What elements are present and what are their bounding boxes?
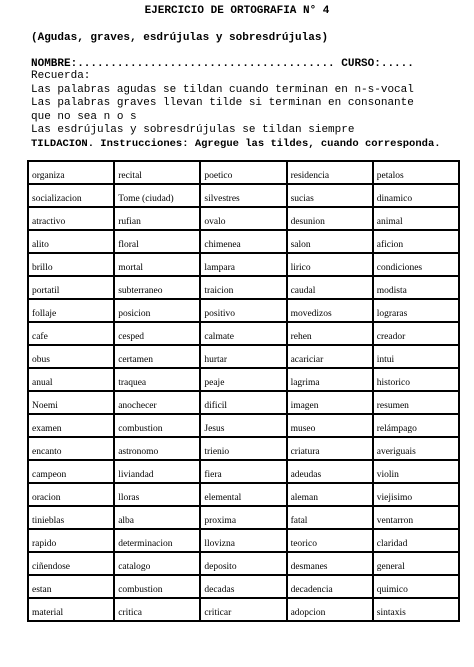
word-text: encanto — [32, 447, 62, 457]
word-text: aleman — [290, 493, 318, 503]
word-text: animal — [376, 217, 403, 227]
word-cell — [373, 506, 459, 529]
word-cell — [287, 184, 373, 207]
word-cell — [373, 552, 459, 575]
word-cell — [200, 598, 286, 621]
word-text: ovalo — [204, 217, 226, 227]
word-cell — [114, 161, 200, 184]
word-text: anochecer — [118, 401, 157, 411]
word-cell — [200, 414, 286, 437]
table-row — [28, 529, 459, 552]
word-text: petalos — [376, 171, 404, 181]
word-cell — [200, 529, 286, 552]
word-text: cafe — [32, 332, 48, 342]
word-text: creador — [376, 332, 406, 342]
word-cell — [114, 529, 200, 552]
word-text: modista — [376, 286, 407, 296]
word-cell — [200, 184, 286, 207]
word-cell — [28, 575, 114, 598]
word-cell — [373, 184, 459, 207]
word-cell — [373, 276, 459, 299]
word-cell — [373, 345, 459, 368]
word-text: examen — [32, 424, 62, 434]
word-text: averiguais — [376, 447, 416, 457]
word-text: condiciones — [376, 263, 423, 273]
word-text: rehen — [290, 332, 312, 342]
word-cell — [287, 391, 373, 414]
word-cell — [28, 184, 114, 207]
word-cell — [114, 506, 200, 529]
table-row — [28, 345, 459, 368]
word-cell — [373, 460, 459, 483]
word-text: adeudas — [290, 470, 322, 480]
word-cell — [373, 598, 459, 621]
word-cell — [200, 552, 286, 575]
subtitle: (Agudas, graves, esdrújulas y sobresdrújulas) — [31, 32, 329, 44]
word-cell — [287, 598, 373, 621]
word-text: tinieblas — [32, 516, 65, 526]
word-cell — [114, 437, 200, 460]
word-cell — [287, 529, 373, 552]
word-cell — [287, 322, 373, 345]
word-text: viejisimo — [376, 493, 413, 503]
rule-line: Las esdrújulas y sobresdrújulas se tildan siempre — [31, 124, 355, 136]
word-text: estan — [32, 585, 52, 595]
word-cell — [287, 207, 373, 230]
table-row — [28, 437, 459, 460]
word-text: museo — [290, 424, 316, 434]
word-cell — [200, 437, 286, 460]
word-text: liviandad — [118, 470, 154, 480]
word-cell — [200, 506, 286, 529]
word-text: posicion — [118, 309, 151, 319]
word-cell — [114, 230, 200, 253]
word-text: follaje — [32, 309, 57, 319]
word-text: resumen — [376, 401, 409, 411]
word-text: mortal — [118, 263, 143, 273]
word-text: traicion — [204, 286, 234, 296]
word-text: material — [32, 608, 64, 618]
word-cell — [287, 437, 373, 460]
word-text: teorico — [290, 539, 317, 549]
word-text: hurtar — [204, 355, 228, 365]
word-text: certamen — [118, 355, 153, 365]
word-text: ciñendose — [32, 562, 70, 572]
word-text: llovizna — [204, 539, 235, 549]
word-cell — [28, 276, 114, 299]
word-text: anual — [32, 378, 53, 388]
word-cell — [373, 207, 459, 230]
word-text: imagen — [290, 401, 319, 411]
rule-line: Las palabras agudas se tildan cuando terminan en n-s-vocal — [31, 83, 414, 96]
word-cell — [200, 368, 286, 391]
table-row — [28, 276, 459, 299]
table-row — [28, 483, 459, 506]
word-cell — [114, 575, 200, 598]
word-text: sintaxis — [376, 608, 406, 618]
word-cell — [373, 368, 459, 391]
table-row — [28, 414, 459, 437]
word-text: determinacion — [118, 539, 173, 549]
word-cell — [28, 368, 114, 391]
word-text: critica — [118, 608, 142, 618]
word-text: Tome (ciudad) — [118, 194, 174, 204]
word-text: general — [376, 562, 405, 572]
word-cell — [373, 161, 459, 184]
word-cell — [287, 253, 373, 276]
word-text: desmanes — [290, 562, 328, 572]
table-row — [28, 161, 459, 184]
word-text: adopcion — [290, 608, 326, 618]
word-text: socializacion — [32, 194, 82, 204]
word-cell — [287, 483, 373, 506]
word-text: decadencia — [290, 585, 333, 595]
word-cell — [114, 391, 200, 414]
word-text: criticar — [204, 608, 232, 618]
word-text: Jesus — [204, 424, 225, 434]
word-cell — [28, 161, 114, 184]
word-cell — [28, 230, 114, 253]
word-text: alba — [118, 516, 135, 526]
word-cell — [114, 184, 200, 207]
word-cell — [287, 506, 373, 529]
word-text: chimenea — [204, 240, 241, 250]
word-text: ventarron — [376, 516, 414, 526]
word-text: historico — [376, 378, 410, 388]
table-row — [28, 230, 459, 253]
word-text: deposito — [204, 562, 237, 572]
word-cell — [287, 575, 373, 598]
word-text: salon — [290, 240, 311, 250]
word-text: cesped — [118, 332, 145, 342]
word-cell — [373, 322, 459, 345]
word-text: positivo — [204, 309, 235, 319]
word-cell — [200, 391, 286, 414]
table-row — [28, 207, 459, 230]
word-text: combustion — [118, 424, 163, 434]
word-cell — [114, 276, 200, 299]
rule-line: que no sea n o s — [31, 110, 137, 123]
word-text: brillo — [32, 263, 53, 273]
word-text: rapido — [32, 539, 57, 549]
word-text: poetico — [204, 171, 233, 181]
word-cell — [373, 299, 459, 322]
rule-line: Las palabras graves llevan tilde si terminan en consonante — [31, 97, 414, 109]
word-cell — [373, 391, 459, 414]
word-text: organiza — [32, 171, 65, 181]
table-row — [28, 575, 459, 598]
word-cell — [114, 207, 200, 230]
word-text: dinamico — [376, 194, 413, 204]
word-cell — [114, 345, 200, 368]
word-text: intui — [376, 355, 395, 365]
word-cell — [373, 483, 459, 506]
word-cell — [114, 598, 200, 621]
word-text: alito — [32, 240, 49, 250]
word-cell — [200, 483, 286, 506]
word-text: lloras — [118, 493, 140, 503]
table-row — [28, 391, 459, 414]
instructions: TILDACION. Instrucciones: Agregue las tildes, cuando corresponda. — [31, 138, 441, 150]
word-table — [27, 160, 460, 622]
rules-block — [31, 70, 414, 138]
word-text: caudal — [290, 286, 316, 296]
word-cell — [200, 276, 286, 299]
word-text: decadas — [204, 585, 235, 595]
word-text: fatal — [290, 516, 308, 526]
rule-line: Recuerda: — [31, 70, 91, 82]
word-cell — [28, 414, 114, 437]
word-text: lagrima — [290, 378, 320, 388]
word-cell — [200, 230, 286, 253]
word-cell — [28, 299, 114, 322]
table-row — [28, 460, 459, 483]
word-text: combustion — [118, 585, 163, 595]
word-cell — [28, 391, 114, 414]
page-title: EJERCICIO DE ORTOGRAFIA N° 4 — [144, 5, 330, 17]
word-cell — [28, 345, 114, 368]
word-text: portatil — [32, 286, 60, 296]
table-row — [28, 322, 459, 345]
word-text: fiera — [204, 470, 222, 480]
word-cell — [28, 483, 114, 506]
word-cell — [28, 322, 114, 345]
word-cell — [200, 322, 286, 345]
word-cell — [287, 230, 373, 253]
word-cell — [373, 529, 459, 552]
table-row — [28, 253, 459, 276]
word-text: residencia — [290, 171, 330, 181]
word-cell — [373, 253, 459, 276]
word-text: elemental — [204, 493, 242, 503]
word-text: lograras — [376, 309, 408, 319]
word-cell — [287, 460, 373, 483]
name-course-line: NOMBRE:....................................... CURSO:..... — [31, 58, 414, 70]
table-row — [28, 552, 459, 575]
word-text: acariciar — [290, 355, 324, 365]
word-cell — [200, 460, 286, 483]
word-text: recital — [118, 171, 142, 181]
word-cell — [287, 552, 373, 575]
word-text: movedizos — [290, 309, 332, 319]
word-text: oracion — [32, 493, 61, 503]
word-cell — [28, 552, 114, 575]
word-text: violin — [376, 470, 399, 480]
word-text: campeon — [32, 470, 67, 480]
word-cell — [287, 161, 373, 184]
word-text: dificil — [204, 401, 228, 411]
word-cell — [28, 460, 114, 483]
word-text: Noemi — [32, 401, 58, 411]
table-row — [28, 368, 459, 391]
word-cell — [287, 276, 373, 299]
word-text: subterraneo — [118, 286, 163, 296]
word-text: peaje — [204, 378, 225, 388]
word-cell — [28, 598, 114, 621]
word-cell — [114, 253, 200, 276]
word-cell — [200, 161, 286, 184]
word-text: atractivo — [32, 217, 66, 227]
word-cell — [200, 207, 286, 230]
word-cell — [287, 414, 373, 437]
word-cell — [200, 345, 286, 368]
word-cell — [200, 575, 286, 598]
word-cell — [287, 368, 373, 391]
word-text: catalogo — [118, 562, 151, 572]
word-text: obus — [32, 355, 50, 365]
word-text: rufian — [118, 217, 141, 227]
word-text: silvestres — [204, 194, 240, 204]
word-cell — [287, 345, 373, 368]
table-row — [28, 184, 459, 207]
word-cell — [28, 207, 114, 230]
word-text: trienio — [204, 447, 230, 457]
word-text: desunion — [290, 217, 325, 227]
word-cell — [287, 299, 373, 322]
word-cell — [373, 414, 459, 437]
table-row — [28, 299, 459, 322]
word-cell — [373, 437, 459, 460]
word-text: proxima — [204, 516, 237, 526]
word-cell — [200, 253, 286, 276]
table-row — [28, 598, 459, 621]
word-cell — [114, 460, 200, 483]
word-cell — [114, 322, 200, 345]
word-text: sucias — [290, 194, 314, 204]
word-cell — [114, 368, 200, 391]
word-text: floral — [118, 240, 139, 250]
word-text: astronomo — [118, 447, 159, 457]
word-text: criatura — [290, 447, 320, 457]
word-cell — [373, 230, 459, 253]
word-cell — [114, 483, 200, 506]
word-cell — [28, 253, 114, 276]
word-text: quimico — [376, 585, 408, 595]
word-text: lampara — [204, 263, 235, 273]
word-cell — [373, 575, 459, 598]
word-text: aficion — [376, 240, 404, 250]
word-text: lirico — [290, 263, 311, 273]
word-cell — [28, 437, 114, 460]
word-cell — [200, 299, 286, 322]
word-text: calmate — [204, 332, 234, 342]
word-text: relámpago — [376, 424, 417, 434]
word-cell — [114, 414, 200, 437]
word-text: claridad — [376, 539, 408, 549]
word-cell — [28, 529, 114, 552]
word-cell — [114, 299, 200, 322]
word-cell — [114, 552, 200, 575]
word-cell — [28, 506, 114, 529]
table-row — [28, 506, 459, 529]
word-text: traquea — [118, 378, 147, 388]
